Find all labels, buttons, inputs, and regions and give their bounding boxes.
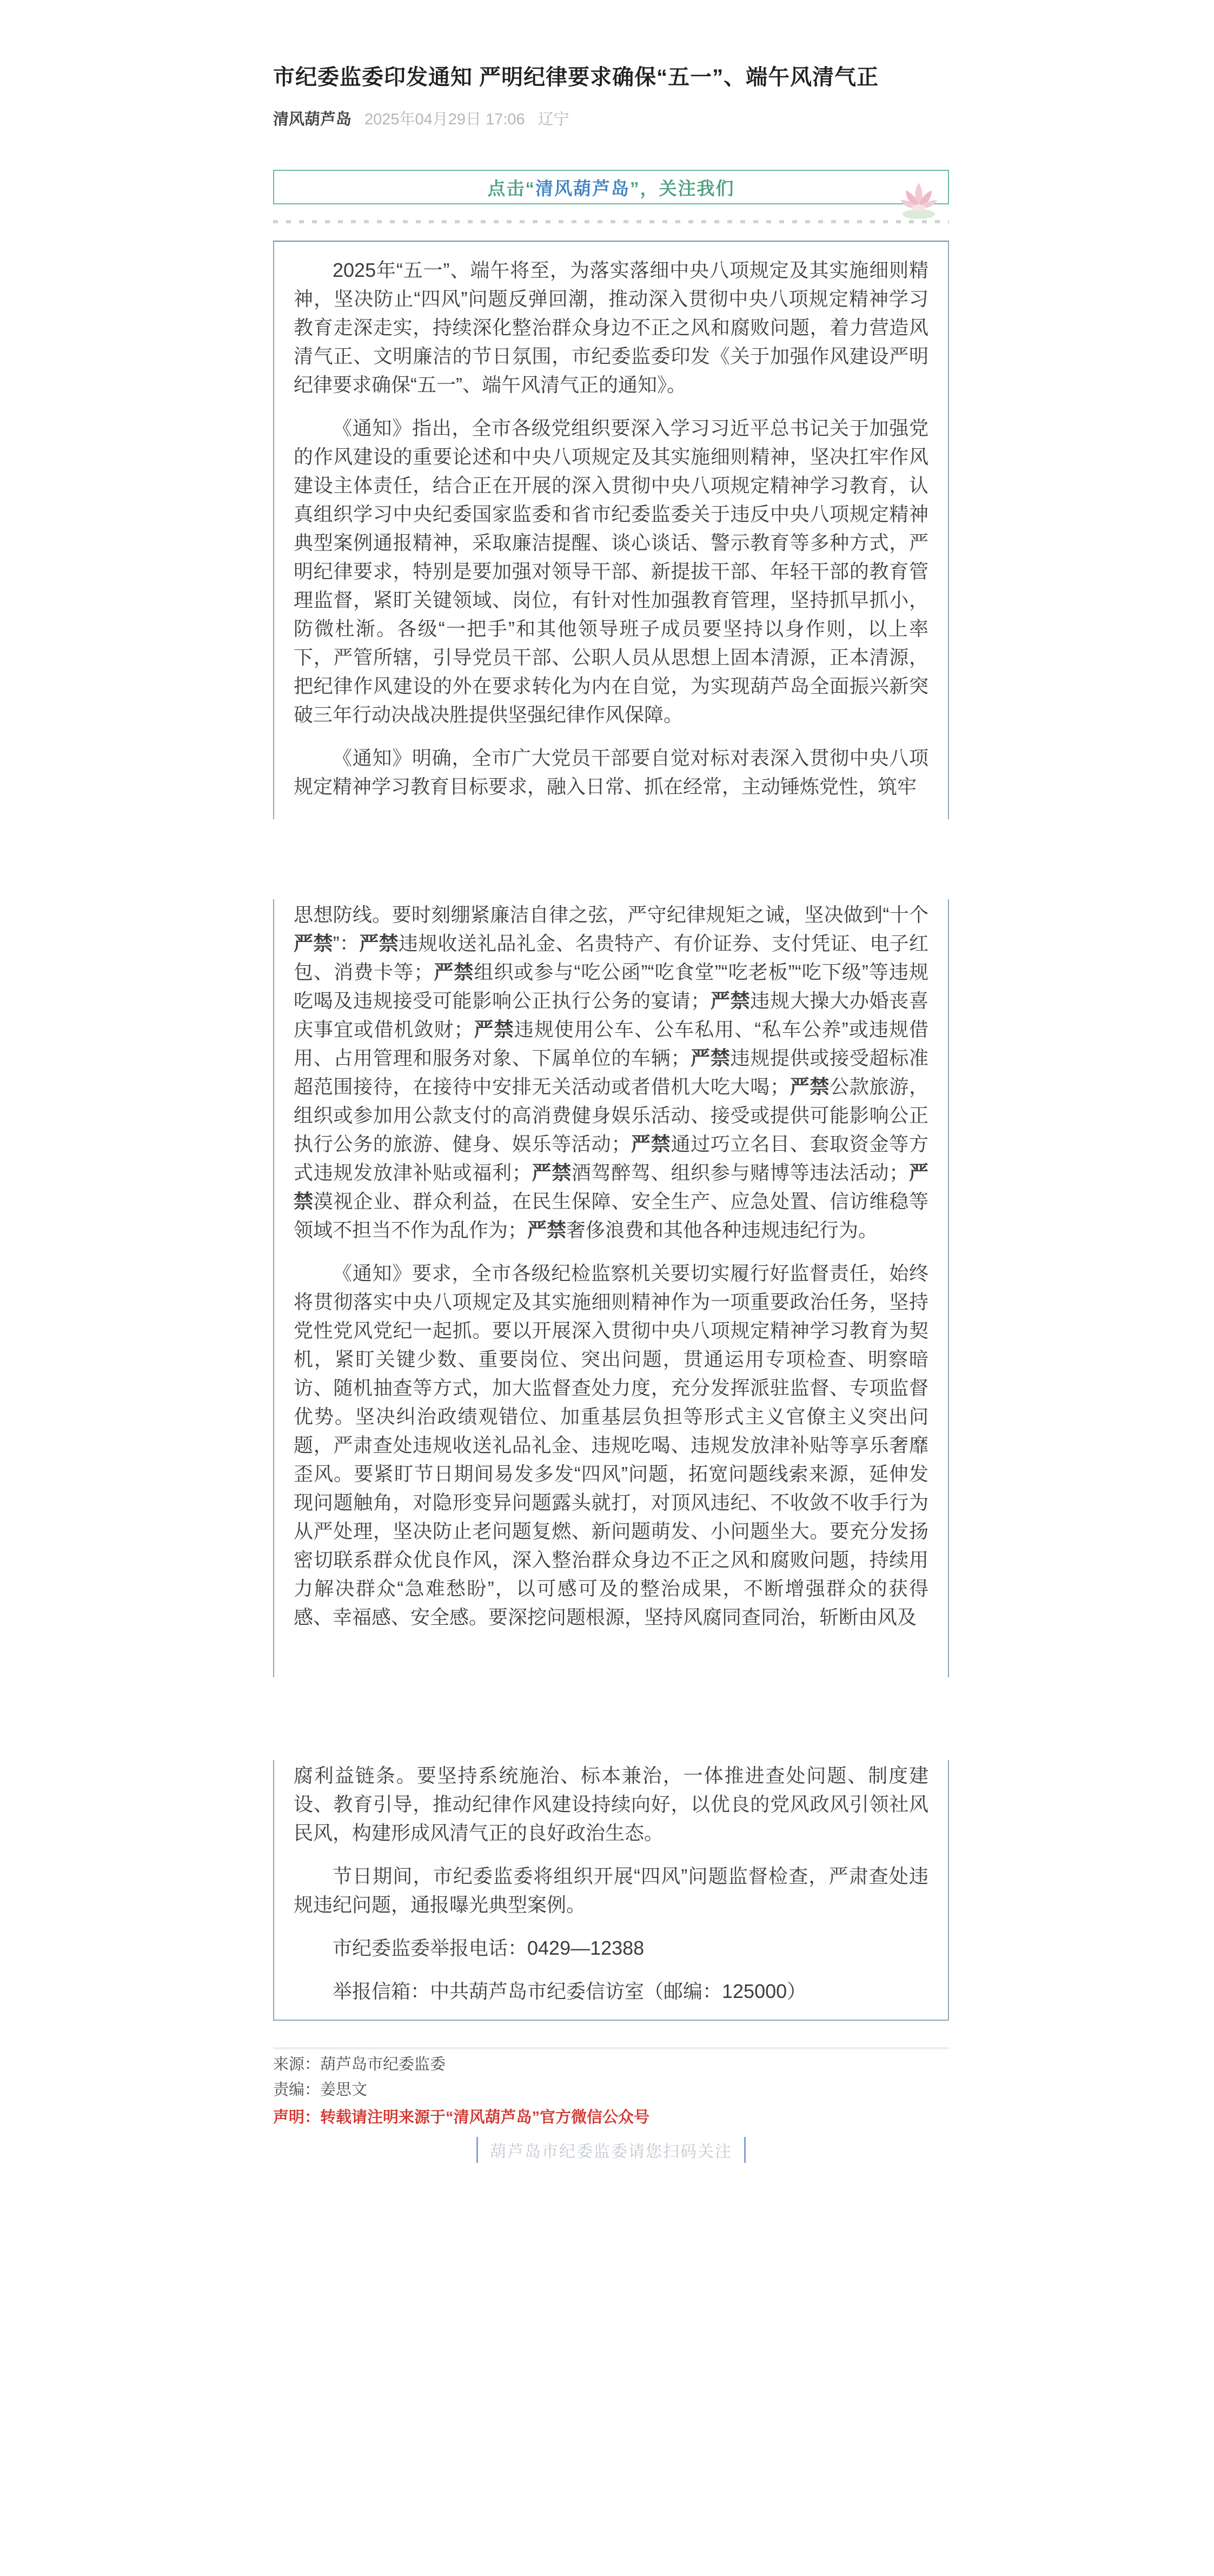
body-text: 市纪委监委举报电话：0429—12388 [333,1937,645,1959]
footer-editor: 责编：姜思文 [273,2081,368,2099]
body-text: 违规收送礼品礼金、名贵特产、有价证券、支付凭证、电子红包、消费卡等； [294,932,928,983]
emphasis-text: 严禁 [690,1047,731,1069]
body-text: 通过巧立名目、套取资金等方式违规发放津补贴或福利； [294,1133,928,1184]
follow-banner[interactable] [273,170,949,204]
emphasis-text: 严禁 [359,932,399,954]
divider-bar-right [744,2137,746,2163]
banner-account-highlight: 清风葫芦岛 [535,178,630,198]
body-text: 举报信箱：中共葫芦岛市纪委信访室（邮编：125000） [333,1980,807,2002]
article-paragraph [294,414,928,729]
body-text: 腐利益链条。要坚持系统施治、标本兼治，一体推进查处问题、制度建设、教育引导，推动纪律作风建设持续向好，以优良的党风政风引领社风民风，构建形成风清气正的良好政治生态。 [294,1764,928,1844]
body-text: 2025年“五一”、端午将至，为落实落细中央八项规定及其实施细则精神，坚决防止“四风”问题反弹回潮，推动深入贯彻中央八项规定精神学习教育走深走实，持续深化整治群众身边不正之风和腐败问题，着力营造风清气正、文明廉洁的节日氛围，市纪委监委印发《关于加强作风建设严明纪律要求确保“五一”、端午风清气正的通知》。 [294,259,928,396]
footer-source: 来源：葫芦岛市纪委监委 [273,2056,446,2073]
article-paragraph [294,743,928,801]
lotus-flower-icon [896,178,941,221]
dashed-divider [273,220,949,223]
article-meta [273,107,949,129]
article-paragraph [294,1761,928,1847]
article-paragraph [294,1259,928,1631]
body-text: 《通知》要求，全市各级纪检监察机关要切实履行好监督责任，始终将贯彻落实中央八项规定及其实施细则精神作为一项重要政治任务，坚持党性党风党纪一起抓。要以开展深入贯彻中央八项规定精神学习教育为契机，紧盯关键少数、重要岗位、突出问题，贯通运用专项检查、明察暗访、随机抽查等方式，加大监督查处力度，充分发挥派驻监督、专项监督优势。坚决纠治政绩观错位、加重基层负担等形式主义官僚主义突出问题，严肃查处违规收送礼品礼金、违规吃喝、违规发放津补贴等享乐奢靡歪风。要紧盯节日期间易发多发“四风”问题，拓宽问题线索来源，延伸发现问题触角，对隐形变异问题露头就打，对顶风违纪、不收敛不收手行为从严处理，坚决防止老问题复燃、新问题萌发、小问题坐大。要充分发扬密切联系群众优良作风，深入整治群众身边不正之风和腐败问题，持续用力解决群众“急难愁盼”，以可感可及的整治成果，不断增强群众的获得感、幸福感、安全感。要深挖问题根源，坚持风腐同查同治，斩断由风及 [294,1262,928,1628]
body-text: 漠视企业、群众利益，在民生保障、安全生产、应急处置、信访维稳等领域不担当不作为乱作为； [294,1190,928,1241]
article-paragraph [294,900,928,1244]
emphasis-text: 严禁 [531,1161,572,1184]
body-text: 思想防线。要时刻绷紧廉洁自律之弦，严守纪律规矩之诫，坚决做到“十个 [294,904,928,926]
body-text: 违规提供或接受超标准超范围接待，在接待中安排无关活动或者借机大吃大喝； [294,1047,928,1098]
body-text: 《通知》明确，全市广大党员干部要自觉对标对表深入贯彻中央八项规定精神学习教育目标要求，融入日常、抓在经常，主动锤炼党性，筑牢 [294,747,928,798]
footer-divider [273,2047,949,2049]
emphasis-text: 严禁 [631,1133,671,1155]
banner-suffix: ”，关注我们 [630,178,735,198]
emphasis-text: 严禁 [473,1018,514,1040]
emphasis-text: 严禁 [294,1161,928,1212]
publish-datetime: 2025年04月29日 17:06 [364,111,525,128]
follow-hint-row [273,2137,949,2163]
account-name[interactable]: 清风葫芦岛 [273,111,352,128]
document-image-box-3 [273,1760,949,2021]
body-text: 违规大操大办婚丧喜庆事宜或借机敛财； [294,990,928,1040]
publish-location: 辽宁 [538,111,569,128]
emphasis-text: 严禁 [527,1219,567,1241]
emphasis-text: 严禁 [790,1075,830,1098]
body-text: 奢侈浪费和其他各种违规违纪行为。 [566,1219,878,1241]
article-paragraph [294,1977,928,2006]
banner-text [488,175,735,200]
article-paragraph [294,1934,928,1962]
body-text: 节日期间，市纪委监委将组织开展“四风”问题监督检查，严肃查处违规违纪问题，通报曝光典型案例。 [294,1865,928,1916]
page-title: 市纪委监委印发通知 严明纪律要求确保“五一”、端午风清气正 [273,65,879,89]
document-image-box-1 [273,241,949,819]
article-paragraph [294,1862,928,1919]
emphasis-text: 严禁 [710,990,751,1012]
article-paragraph [294,256,928,399]
body-text: 《通知》指出，全市各级党组织要深入学习习近平总书记关于加强党的作风建设的重要论述和中央八项规定及其实施细则精神，坚决扛牢作风建设主体责任，结合正在开展的深入贯彻中央八项规定精神学习教育，认真组织学习中央纪委国家监委和省市纪委监委关于违反中央八项规定精神典型案例通报精神，采取廉洁提醒、谈心谈话、警示教育等多种方式，严明纪律要求，特别是要加强对领导干部、新提拔干部、年轻干部的教育管理监督，紧盯关键领域、岗位，有针对性加强教育管理，坚持抓早抓小，防微杜渐。各级“一把手”和其他领导班子成员要坚持以身作则，以上率下，严管所辖，引导党员干部、公职人员从思想上固本清源，正本清源，把纪律作风建设的外在要求转化为内在自觉，为实现葫芦岛全面振兴新突破三年行动决战决胜提供坚强纪律作风保障。 [294,417,928,726]
banner-prefix: 点击“ [487,178,535,198]
footer-statement: 声明：转载请注明来源于“清风葫芦岛”官方微信公众号 [273,2109,650,2126]
body-text: 违规使用公车、公车私用、“私车公养”或违规借用、占用管理和服务对象、下属单位的车辆； [294,1018,928,1069]
document-image-box-2 [273,899,949,1677]
emphasis-text: 严禁 [294,932,333,954]
body-text: 酒驾醉驾、组织参与赌博等违法活动； [571,1161,909,1184]
follow-hint-text: 葫芦岛市纪委监委请您扫码关注 [490,2143,732,2161]
body-text: 公款旅游，组织或参加用公款支付的高消费健身娱乐活动、接受或提供可能影响公正执行公务的旅游、健身、娱乐等活动； [294,1075,928,1155]
emphasis-text: 严禁 [433,961,474,983]
body-text: 组织或参与“吃公函”“吃食堂”“吃老板”“吃下级”等违规吃喝及违规接受可能影响公正执行公务的宴请； [294,961,928,1012]
divider-bar-left [476,2137,478,2163]
body-text: ”： [333,932,360,954]
